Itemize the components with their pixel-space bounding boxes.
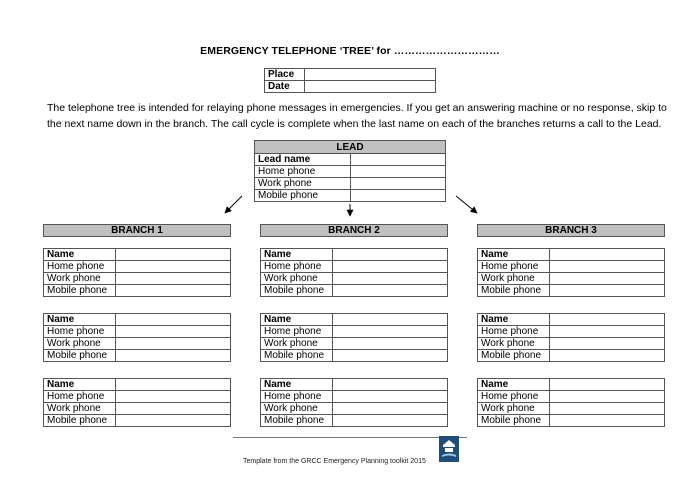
contact-card (260, 313, 448, 362)
name-label: Name (478, 314, 550, 326)
work-phone-field[interactable] (116, 273, 231, 285)
contact-card (477, 313, 665, 362)
branch-3-title: BRANCH 3 (478, 225, 665, 237)
work-phone-field[interactable] (550, 273, 665, 285)
mobile-phone-field[interactable] (116, 350, 231, 362)
name-field[interactable] (333, 249, 448, 261)
mobile-phone-field[interactable] (550, 415, 665, 427)
work-phone-label: Work phone (478, 338, 550, 350)
work-phone-label: Work phone (44, 338, 116, 350)
contact-card (43, 313, 231, 362)
home-phone-field[interactable] (550, 261, 665, 273)
footer-divider (233, 437, 467, 438)
work-phone-label: Work phone (44, 403, 116, 415)
contact-card (43, 378, 231, 427)
work-phone-label: Work phone (261, 273, 333, 285)
lead-work-phone-label: Work phone (255, 178, 351, 190)
name-field[interactable] (333, 379, 448, 391)
mobile-phone-label: Mobile phone (478, 350, 550, 362)
grcc-logo-icon (439, 436, 459, 462)
lead-work-phone-field[interactable] (350, 178, 446, 190)
home-phone-field[interactable] (333, 391, 448, 403)
name-label: Name (44, 379, 116, 391)
intro-text: The telephone tree is intended for relaying phone messages in emergencies. If you get an answering machine or no response, skip to the next name down in the branch. The call cycle is complete when the last name on each of the branches returns a call to the Lead. (47, 102, 667, 130)
mobile-phone-field[interactable] (550, 285, 665, 297)
branch-2-title: BRANCH 2 (261, 225, 448, 237)
mobile-phone-label: Mobile phone (44, 415, 116, 427)
work-phone-label: Work phone (478, 273, 550, 285)
mobile-phone-label: Mobile phone (261, 285, 333, 297)
contact-card (477, 248, 665, 297)
work-phone-field[interactable] (333, 273, 448, 285)
home-phone-field[interactable] (116, 261, 231, 273)
home-phone-field[interactable] (116, 326, 231, 338)
branch-2-header (260, 224, 448, 237)
name-label: Name (261, 314, 333, 326)
mobile-phone-label: Mobile phone (44, 350, 116, 362)
contact-card (43, 248, 231, 297)
mobile-phone-label: Mobile phone (261, 415, 333, 427)
home-phone-label: Home phone (44, 261, 116, 273)
lead-mobile-phone-label: Mobile phone (255, 190, 351, 202)
place-field[interactable] (305, 69, 436, 81)
name-label: Name (261, 249, 333, 261)
home-phone-label: Home phone (44, 391, 116, 403)
mobile-phone-field[interactable] (333, 350, 448, 362)
home-phone-label: Home phone (44, 326, 116, 338)
mobile-phone-field[interactable] (550, 350, 665, 362)
contact-card (260, 248, 448, 297)
name-field[interactable] (550, 379, 665, 391)
lead-home-phone-label: Home phone (255, 166, 351, 178)
mobile-phone-label: Mobile phone (478, 285, 550, 297)
lead-table (254, 140, 446, 202)
work-phone-label: Work phone (261, 403, 333, 415)
lead-mobile-phone-field[interactable] (350, 190, 446, 202)
home-phone-label: Home phone (261, 326, 333, 338)
home-phone-label: Home phone (478, 261, 550, 273)
home-phone-field[interactable] (116, 391, 231, 403)
work-phone-label: Work phone (44, 273, 116, 285)
work-phone-label: Work phone (478, 403, 550, 415)
name-field[interactable] (116, 379, 231, 391)
mobile-phone-label: Mobile phone (261, 350, 333, 362)
name-label: Name (44, 249, 116, 261)
lead-name-label: Lead name (255, 154, 351, 166)
name-label: Name (261, 379, 333, 391)
home-phone-field[interactable] (550, 391, 665, 403)
name-field[interactable] (333, 314, 448, 326)
name-field[interactable] (116, 249, 231, 261)
mobile-phone-field[interactable] (333, 415, 448, 427)
work-phone-field[interactable] (550, 338, 665, 350)
mobile-phone-field[interactable] (116, 285, 231, 297)
home-phone-field[interactable] (550, 326, 665, 338)
work-phone-field[interactable] (116, 403, 231, 415)
work-phone-field[interactable] (550, 403, 665, 415)
work-phone-field[interactable] (116, 338, 231, 350)
arrow-to-branch-1 (225, 196, 242, 213)
mobile-phone-field[interactable] (116, 415, 231, 427)
name-label: Name (478, 379, 550, 391)
name-field[interactable] (116, 314, 231, 326)
home-phone-label: Home phone (478, 326, 550, 338)
place-date-table (264, 68, 436, 93)
work-phone-label: Work phone (261, 338, 333, 350)
mobile-phone-label: Mobile phone (44, 285, 116, 297)
home-phone-label: Home phone (261, 391, 333, 403)
home-phone-field[interactable] (333, 326, 448, 338)
lead-header: LEAD (255, 141, 446, 154)
date-field[interactable] (305, 81, 436, 93)
lead-name-field[interactable] (350, 154, 446, 166)
name-label: Name (44, 314, 116, 326)
lead-home-phone-field[interactable] (350, 166, 446, 178)
page-title: EMERGENCY TELEPHONE ‘TREE’ for ………………………… (200, 45, 500, 57)
work-phone-field[interactable] (333, 403, 448, 415)
mobile-phone-label: Mobile phone (478, 415, 550, 427)
contact-card (260, 378, 448, 427)
home-phone-label: Home phone (261, 261, 333, 273)
work-phone-field[interactable] (333, 338, 448, 350)
name-field[interactable] (550, 249, 665, 261)
arrow-to-branch-3 (456, 196, 477, 213)
name-field[interactable] (550, 314, 665, 326)
mobile-phone-field[interactable] (333, 285, 448, 297)
branch-1-title: BRANCH 1 (44, 225, 231, 237)
place-label: Place (265, 69, 305, 81)
name-label: Name (478, 249, 550, 261)
home-phone-field[interactable] (333, 261, 448, 273)
home-phone-label: Home phone (478, 391, 550, 403)
branch-3-header (477, 224, 665, 237)
footer-text: Template from the GRCC Emergency Planning toolkit 2015 (243, 458, 426, 465)
contact-card (477, 378, 665, 427)
date-label: Date (265, 81, 305, 93)
branch-1-header (43, 224, 231, 237)
